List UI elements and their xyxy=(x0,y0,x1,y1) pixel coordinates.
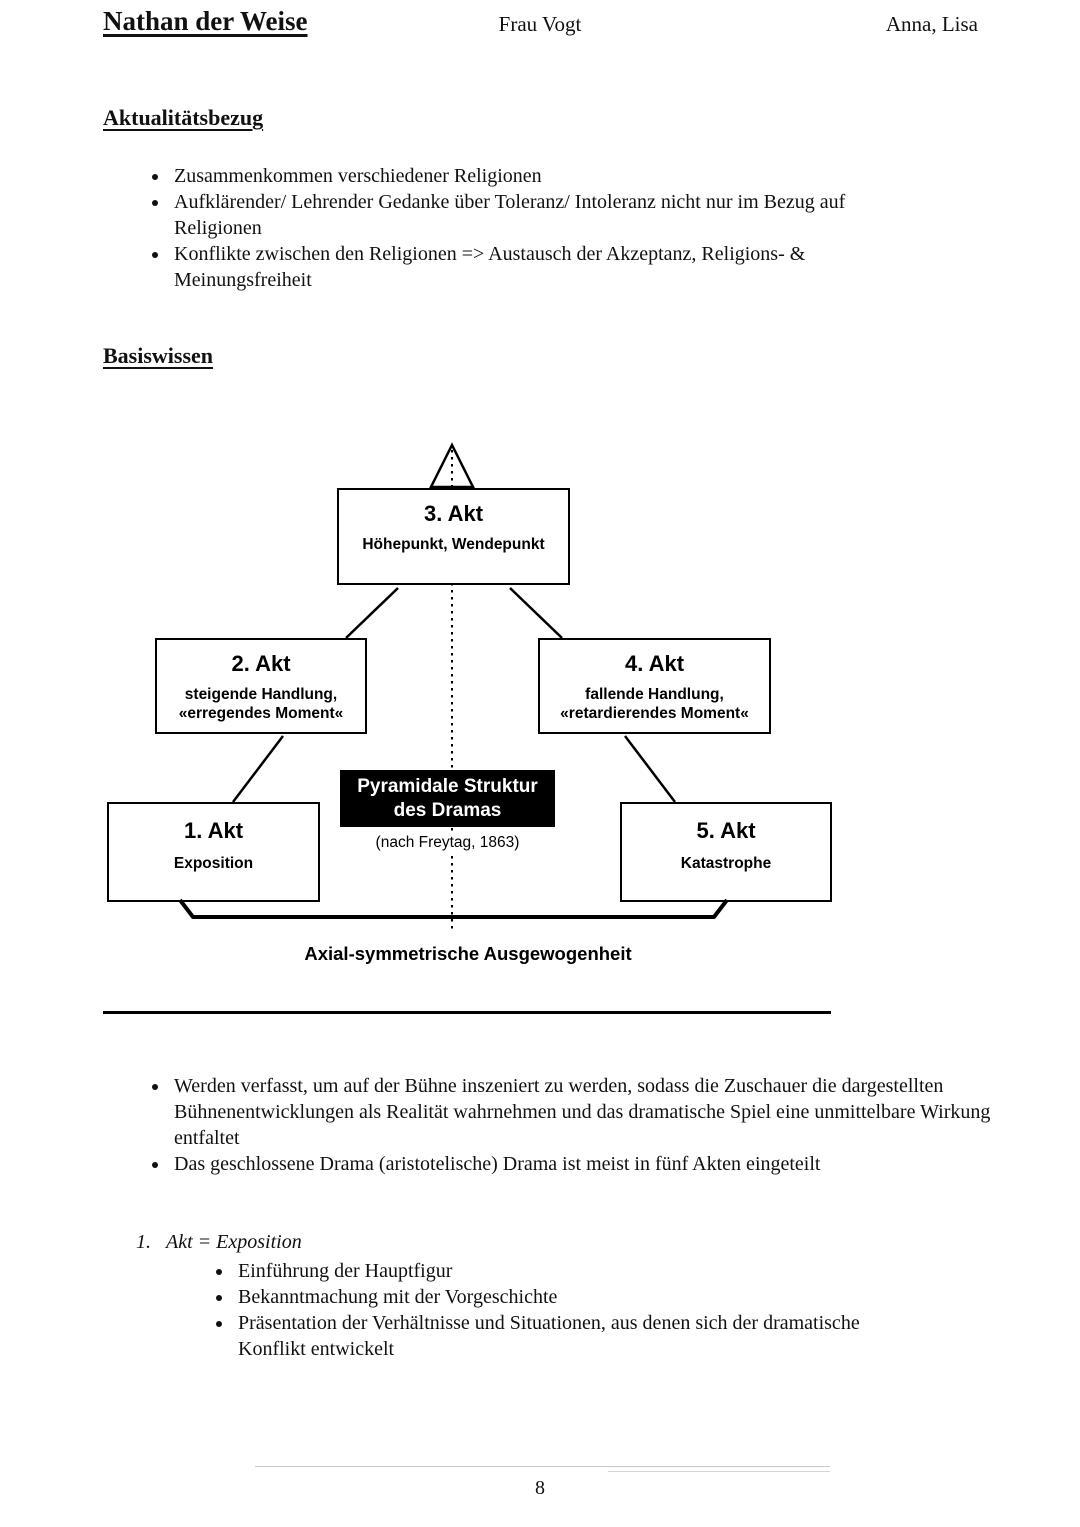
header-teacher: Frau Vogt xyxy=(498,12,582,36)
act5-title: 5. Akt xyxy=(696,818,756,843)
bullet-item: • Präsentation der Verhältnisse und Situationen, aus denen sich der dramatische Konflikt entwickelt xyxy=(234,1310,924,1362)
act4-line1: fallende Handlung, xyxy=(585,686,724,703)
act4-line2: «retardierendes Moment« xyxy=(560,705,749,722)
act1-box xyxy=(107,802,320,902)
apex-arrow-icon xyxy=(431,445,473,487)
heading-basiswissen: Basiswissen xyxy=(103,343,214,368)
bullet-item: • Werden verfasst, um auf der Bühne inszeniert zu werden, sodass die Zuschauer die dargestellten Bühnenentwicklungen als Realität wahrnehmen und das dramatische Spiel eine unmittelbare Wirkung entfaltet xyxy=(170,1073,1022,1151)
base-bracket-icon xyxy=(180,900,727,917)
bullet-item: • Aufklärender/ Lehrender Gedanke über Toleranz/ Intoleranz nicht nur im Bezug auf Religionen xyxy=(170,189,926,241)
bullet-item: • Das geschlossene Drama (aristotelische) Drama ist meist in fünf Akten eingeteilt xyxy=(170,1151,1022,1177)
act4-box xyxy=(538,638,771,734)
act3-box xyxy=(337,488,570,585)
aktualitaet-bullet-list xyxy=(136,163,926,293)
act2-box xyxy=(155,638,367,734)
act4-title: 4. Akt xyxy=(624,651,685,676)
freytag-pyramid-diagram xyxy=(0,440,1080,985)
bullet-item: • Einführung der Hauptfigur xyxy=(234,1258,924,1284)
footer-rule xyxy=(255,1466,830,1467)
diagram-title-box xyxy=(340,770,555,827)
act-number: 1. xyxy=(136,1231,151,1253)
bullet-item: • Konflikte zwischen den Religionen => Austausch der Akzeptanz, Religions- & Meinungsfreiheit xyxy=(170,241,926,293)
act1-title: 1. Akt xyxy=(183,818,244,843)
diagram-title-line1: Pyramidale Struktur xyxy=(357,775,538,797)
act-title: Akt = Exposition xyxy=(166,1231,302,1253)
header-authors: Anna, Lisa xyxy=(885,12,978,36)
heading-aktualitaetsbezug: Aktualitätsbezug xyxy=(103,105,264,130)
act5-subtitle: Katastrophe xyxy=(680,855,772,872)
diagram-credit: (nach Freytag, 1863) xyxy=(330,832,565,854)
bullet-item: • Bekanntmachung mit der Vorgeschichte xyxy=(234,1284,924,1310)
section-divider xyxy=(103,1011,831,1014)
page-number: 8 xyxy=(535,1477,545,1499)
drama-bullet-list xyxy=(136,1073,1022,1177)
diagram-title-line2: des Dramas xyxy=(393,799,502,821)
act2-line2: «erregendes Moment« xyxy=(178,705,344,722)
act4-subtitle xyxy=(560,685,749,723)
act1-section-heading xyxy=(136,1231,936,1254)
act1-bullet-list xyxy=(200,1258,924,1362)
act2-line1: steigende Handlung, xyxy=(184,686,338,703)
document-title: Nathan der Weise xyxy=(103,6,308,36)
footer-rule-secondary xyxy=(608,1471,830,1472)
act3-subtitle: Höhepunkt, Wendepunkt xyxy=(362,536,545,553)
act2-subtitle xyxy=(179,685,344,723)
act5-box xyxy=(620,802,832,902)
axis-symmetry-label: Axial-symmetrische Ausgewogenheit xyxy=(304,943,632,964)
bullet-item: • Zusammenkommen verschiedener Religionen xyxy=(170,163,926,189)
act3-title: 3. Akt xyxy=(423,501,484,526)
act2-title: 2. Akt xyxy=(231,651,291,676)
act1-subtitle: Exposition xyxy=(173,855,254,872)
